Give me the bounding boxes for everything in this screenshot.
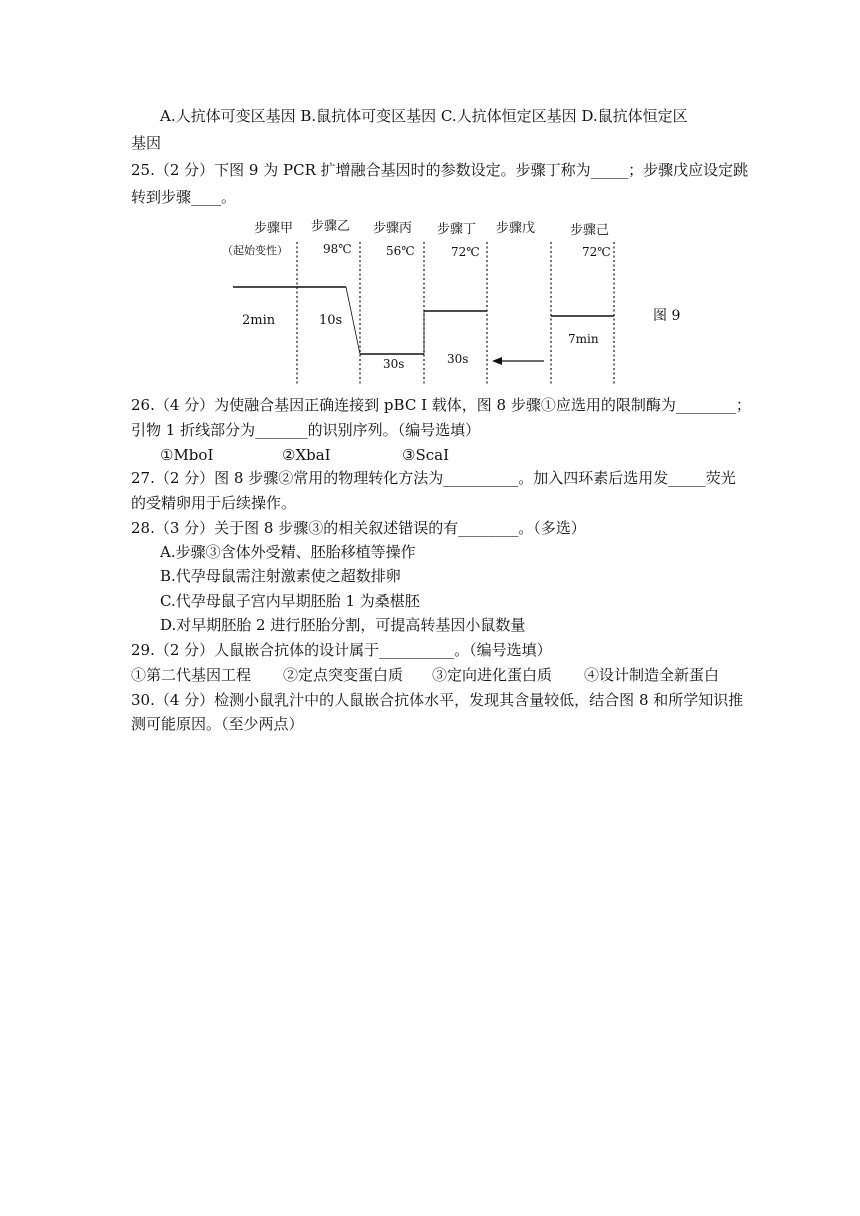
temp-98: 98℃ [323, 242, 352, 256]
figure-9-caption: 图 9 [653, 308, 681, 324]
initial-denaturation-note: （起始变性） [222, 244, 288, 257]
step-label-jia: 步骤甲 [254, 221, 294, 236]
q28-option-a: A.步骤③含体外受精、胚胎移植等操作 [160, 543, 416, 561]
q26-line2: 引物 1 折线部分为_______的识别序列。（编号选填） [131, 421, 481, 439]
temp-72-ding: 72℃ [451, 245, 480, 259]
q28-stem: 28.（3 分）关于图 8 步骤③的相关叙述错误的有________。（多选） [131, 519, 586, 537]
q27-line2: 的受精卵用于后续操作。 [131, 494, 297, 512]
q25-line2: 转到步骤____。 [131, 188, 237, 206]
jump-back-arrow [492, 357, 544, 365]
q26-line1: 26.（4 分）为使融合基因正确连接到 pBC I 载体，图 8 步骤①应选用的限制酶为________； [131, 396, 751, 414]
q27-line1: 27.（2 分）图 8 步骤②常用的物理转化方法为__________。加入四环素后选用发_____荧光 [131, 469, 736, 487]
q26-option-1: ①MboI [160, 446, 214, 464]
q30-line2: 测可能原因。（至少两点） [131, 715, 304, 733]
duration-2min: 2min [242, 313, 276, 328]
q25-line1: 25.（2 分）下图 9 为 PCR 扩增融合基因时的参数设定。步骤丁称为_____；步骤戊应设定跳 [131, 161, 749, 179]
figure-9-pcr-diagram [0, 210, 860, 390]
q30-line1: 30.（4 分）检测小鼠乳汁中的人鼠嵌合抗体水平，发现其含量较低，结合图 8 和所学知识推 [131, 691, 744, 709]
duration-30s-bing: 30s [383, 357, 405, 371]
q29-option-2: ②定点突变蛋白质 [283, 666, 404, 684]
q29-option-3: ③定向进化蛋白质 [432, 666, 553, 684]
step-label-ding: 步骤丁 [437, 222, 477, 237]
duration-7min: 7min [568, 332, 599, 346]
temp-56: 56℃ [386, 244, 415, 258]
q26-option-3: ③ScaI [402, 446, 449, 464]
temp-72-ji: 72℃ [582, 245, 611, 259]
duration-30s-ding: 30s [447, 352, 469, 366]
step-label-yi: 步骤乙 [311, 219, 351, 234]
q28-option-b: B.代孕母鼠需注射激素使之超数排卵 [160, 567, 401, 585]
q26-option-2: ②XbaI [282, 446, 331, 464]
step-label-wu: 步骤戊 [496, 221, 536, 236]
q29-option-4: ④设计制造全新蛋白 [584, 666, 720, 684]
q28-option-d: D.对早期胚胎 2 进行胚胎分割，可提高转基因小鼠数量 [160, 616, 526, 634]
duration-10s: 10s [319, 313, 343, 328]
step-label-ji: 步骤己 [570, 223, 610, 238]
q29-option-1: ①第二代基因工程 [131, 666, 252, 684]
q24-options-line2: 基因 [131, 134, 162, 152]
q28-option-c: C.代孕母鼠子宫内早期胚胎 1 为桑椹胚 [160, 592, 420, 610]
q29-stem: 29.（2 分）人鼠嵌合抗体的设计属于__________。（编号选填） [131, 641, 552, 659]
q24-options-line1: A.人抗体可变区基因 B.鼠抗体可变区基因 C.人抗体恒定区基因 D.鼠抗体恒定区 [160, 107, 688, 125]
step-label-bing: 步骤丙 [373, 221, 413, 236]
